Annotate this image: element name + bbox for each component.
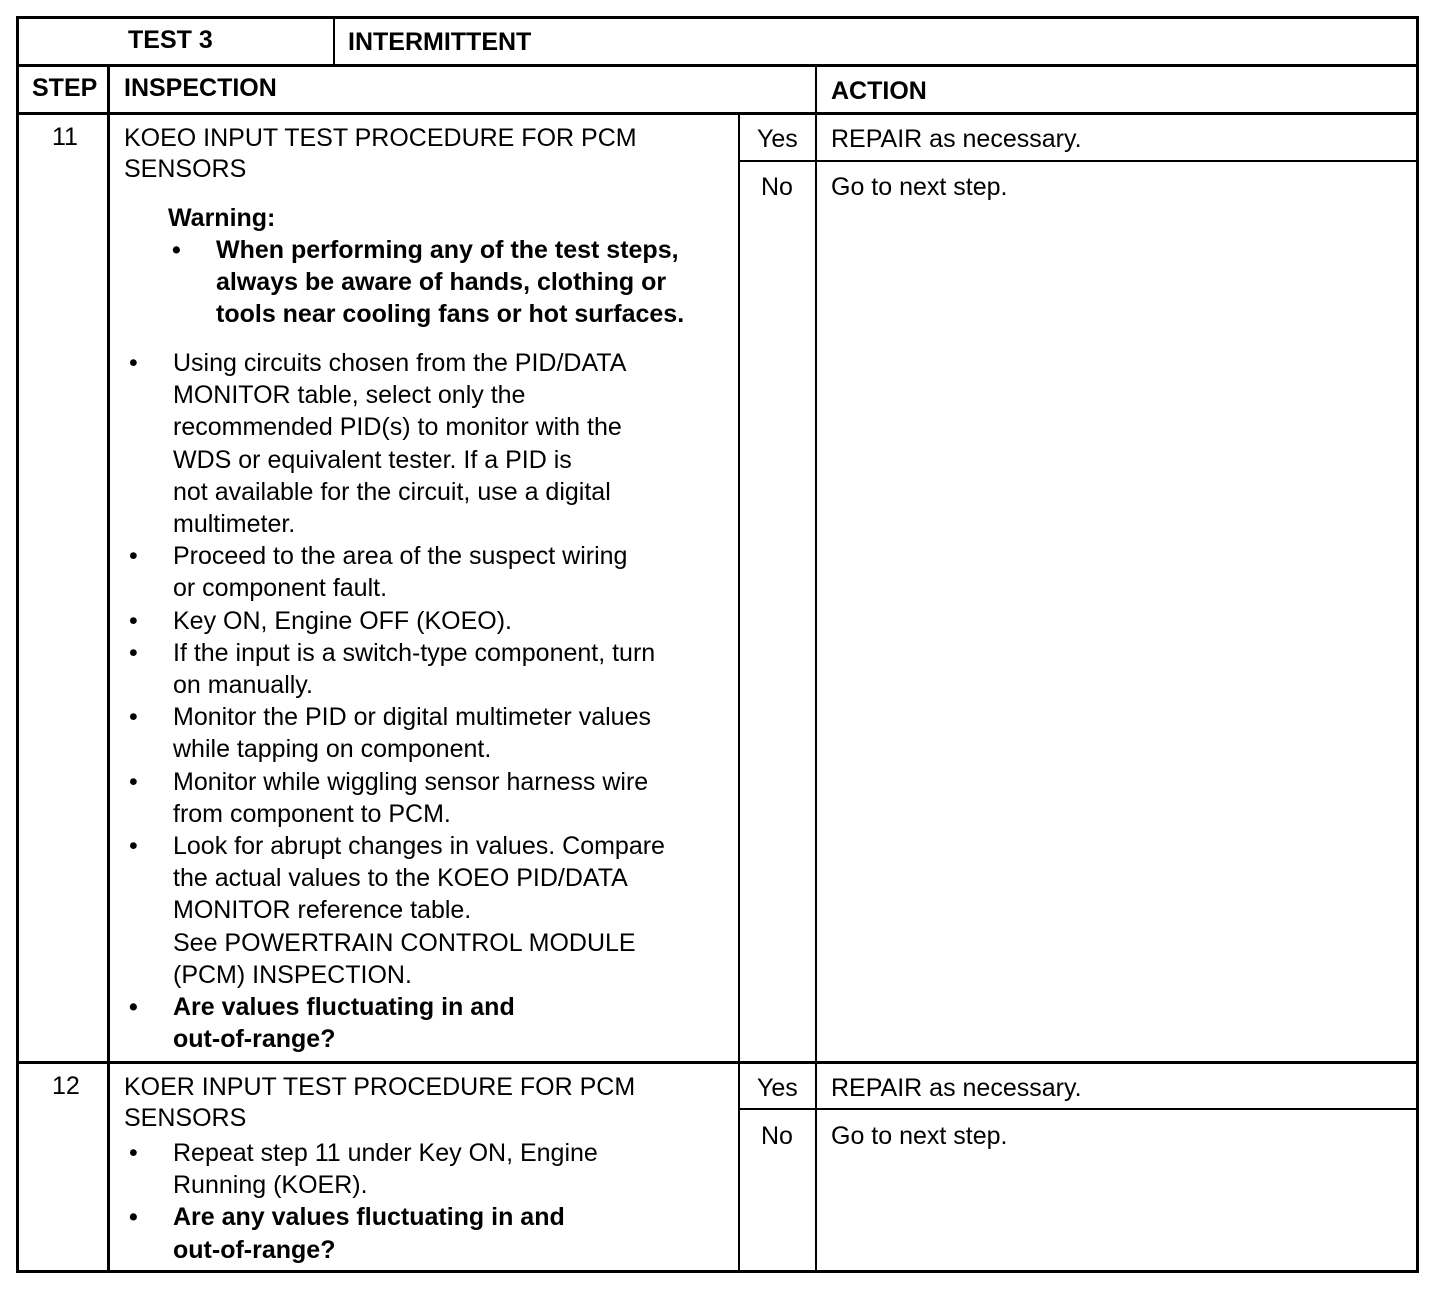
answer-yes: Yes bbox=[757, 1074, 798, 1102]
step-number: 11 bbox=[52, 123, 78, 151]
action-no: Go to next step. bbox=[831, 1122, 1008, 1150]
warning-list bbox=[166, 234, 684, 331]
step-title-cont: SENSORS bbox=[124, 155, 247, 183]
warning-item: • When performing any of the test steps, always be aware of hands, clothing or tools near cooling fans or hot surfaces. bbox=[172, 236, 685, 329]
action-no: Go to next step. bbox=[831, 173, 1008, 201]
procedure-item: • If the input is a switch-type component, turn on manually. bbox=[129, 638, 656, 700]
action-yes: REPAIR as necessary. bbox=[831, 1074, 1082, 1102]
procedure-list bbox=[123, 1137, 598, 1266]
step-title: KOEO INPUT TEST PROCEDURE FOR PCM bbox=[124, 124, 637, 152]
warning-label: Warning: bbox=[168, 204, 276, 232]
test-label: TEST 3 bbox=[128, 26, 213, 54]
procedure-item: • Using circuits chosen from the PID/DATA MONITOR table, select only the recommended PID(s) to monitor with the WDS or equivalent tester. If a PID is not available for the circuit, use a digital multimeter. bbox=[129, 349, 627, 539]
procedure-item: • Key ON, Engine OFF (KOEO). bbox=[129, 606, 512, 635]
step-number: 12 bbox=[52, 1072, 80, 1100]
step-title: KOER INPUT TEST PROCEDURE FOR PCM bbox=[124, 1073, 636, 1101]
answer-yes: Yes bbox=[757, 125, 798, 153]
action-yes: REPAIR as necessary. bbox=[831, 125, 1082, 153]
answer-no: No bbox=[761, 173, 793, 201]
rule-row12-yes bbox=[738, 1108, 1419, 1110]
column-action: ACTION bbox=[831, 77, 927, 105]
rule-answer-col bbox=[738, 112, 740, 1273]
column-inspection: INSPECTION bbox=[124, 74, 277, 102]
procedure-item: • Look for abrupt changes in values. Compare the actual values to the KOEO PID/DATA MONITOR reference table. See POWERTRAIN CONTROL MODULE (PCM) INSPECTION. bbox=[129, 832, 665, 989]
test-title: INTERMITTENT bbox=[348, 28, 532, 56]
procedure-item: • Monitor the PID or digital multimeter values while tapping on component. bbox=[129, 703, 651, 764]
rule-header-divider bbox=[333, 16, 335, 66]
rule-action-col bbox=[815, 64, 817, 1273]
rule-header bbox=[16, 64, 1419, 67]
procedure-list bbox=[123, 347, 665, 1055]
rule-row11-end bbox=[16, 1061, 1419, 1064]
procedure-item: • Proceed to the area of the suspect wiring or component fault. bbox=[129, 542, 628, 603]
answer-no: No bbox=[761, 1122, 793, 1150]
procedure-item: • Repeat step 11 under Key ON, Engine Running (KOER). bbox=[129, 1139, 598, 1200]
rule-columns bbox=[16, 112, 1419, 115]
column-step: STEP bbox=[32, 74, 98, 102]
procedure-question: • Are values fluctuating in and out-of-range? bbox=[129, 993, 515, 1054]
rule-row11-yes bbox=[738, 160, 1419, 162]
procedure-question: • Are any values fluctuating in and out-of-range? bbox=[129, 1203, 565, 1264]
step-title-cont: SENSORS bbox=[124, 1104, 247, 1132]
procedure-item: • Monitor while wiggling sensor harness wire from component to PCM. bbox=[129, 767, 649, 828]
rule-step-col bbox=[107, 64, 110, 1273]
